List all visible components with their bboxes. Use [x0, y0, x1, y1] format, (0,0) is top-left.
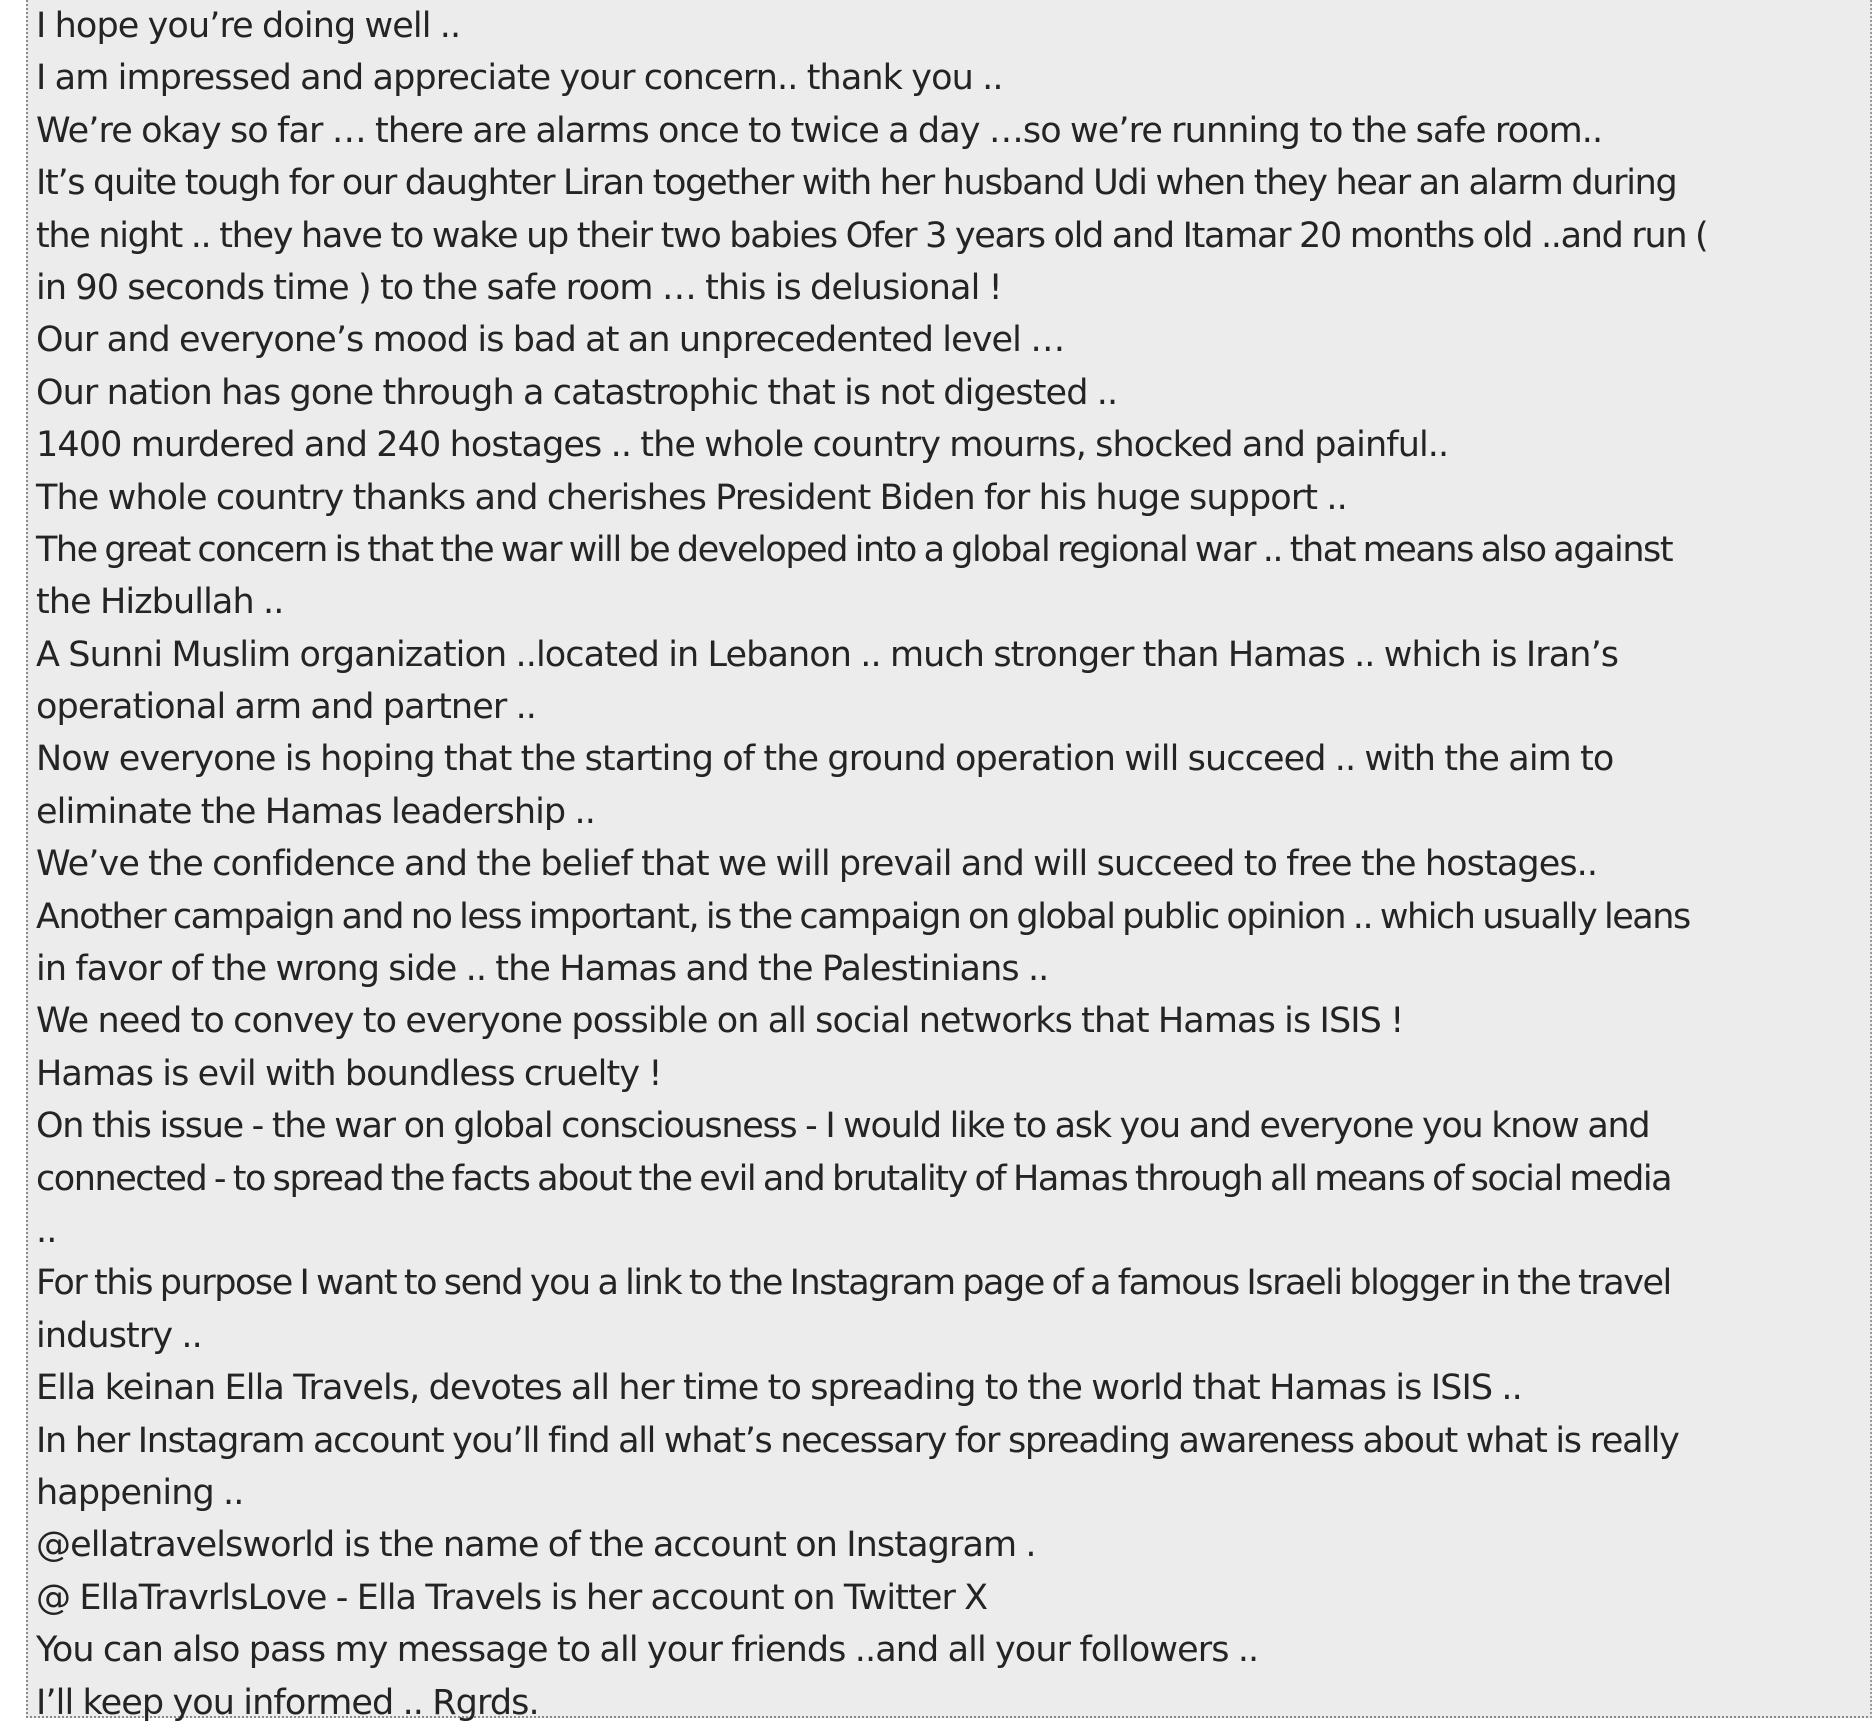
message-line: The whole country thanks and cherishes President Biden for his huge support ..	[36, 477, 1347, 518]
message-body	[36, 0, 1866, 1729]
message-line: In her Instagram account you’ll find all what’s necessary for spreading awareness about what is really	[36, 1420, 1679, 1461]
message-line: We need to convey to everyone possible on all social networks that Hamas is ISIS !	[36, 1001, 1404, 1042]
message-line: A Sunni Muslim organization ..located in Lebanon .. much stronger than Hamas .. which is Iran’s	[36, 634, 1619, 675]
message-line: Now everyone is hoping that the starting of the ground operation will succeed .. with the aim to	[36, 739, 1614, 780]
message-line: Our nation has gone through a catastrophic that is not digested ..	[36, 372, 1118, 413]
message-line: happening ..	[36, 1472, 244, 1513]
message-line: @ellatravelsworld is the name of the account on Instagram .	[36, 1525, 1036, 1566]
message-line: operational arm and partner ..	[36, 687, 537, 728]
message-line: We’ve the confidence and the belief that we will prevail and will succeed to free the hostages..	[36, 844, 1598, 885]
letter-page	[26, 0, 1872, 1723]
message-line: the night .. they have to wake up their two babies Ofer 3 years old and Itamar 20 months old ..and run (	[36, 215, 1708, 256]
message-line: Another campaign and no less important, is the campaign on global public opinion .. which usually leans	[36, 896, 1690, 937]
message-line: It’s quite tough for our daughter Liran together with her husband Udi when they hear an alarm during	[36, 163, 1677, 204]
message-line: I’ll keep you informed .. Rgrds.	[36, 1682, 539, 1723]
message-line: On this issue - the war on global consciousness - I would like to ask you and everyone you know and	[36, 1106, 1650, 1147]
message-line: connected - to spread the facts about the evil and brutality of Hamas through all means of social media	[36, 1158, 1672, 1199]
message-line: @ EllaTravrlsLove - Ella Travels is her account on Twitter X	[36, 1577, 988, 1618]
message-line: You can also pass my message to all your friends ..and all your followers ..	[36, 1630, 1259, 1671]
message-line: The great concern is that the war will be developed into a global regional war .. that means also against	[36, 529, 1673, 570]
message-line: ..	[36, 1210, 57, 1251]
message-line: I hope you’re doing well ..	[36, 6, 461, 46]
message-line: Ella keinan Ella Travels, devotes all her time to spreading to the world that Hamas is ISIS ..	[36, 1368, 1522, 1409]
message-line: We’re okay so far … there are alarms once to twice a day …so we’re running to the safe room..	[36, 110, 1603, 151]
message-line: Our and everyone’s mood is bad at an unprecedented level …	[36, 320, 1065, 361]
message-line: industry ..	[36, 1315, 202, 1356]
message-line: the Hizbullah ..	[36, 582, 284, 623]
message-line: in 90 seconds time ) to the safe room … this is delusional !	[36, 267, 1002, 308]
message-line: Hamas is evil with boundless cruelty !	[36, 1053, 662, 1094]
message-line: in favor of the wrong side .. the Hamas and the Palestinians ..	[36, 949, 1049, 990]
message-line: I am impressed and appreciate your concern.. thank you ..	[36, 58, 1003, 99]
message-line: 1400 murdered and 240 hostages .. the whole country mourns, shocked and painful..	[36, 425, 1449, 466]
message-line: For this purpose I want to send you a link to the Instagram page of a famous Israeli blogger in the travel	[36, 1263, 1671, 1304]
message-line: eliminate the Hamas leadership ..	[36, 791, 595, 832]
